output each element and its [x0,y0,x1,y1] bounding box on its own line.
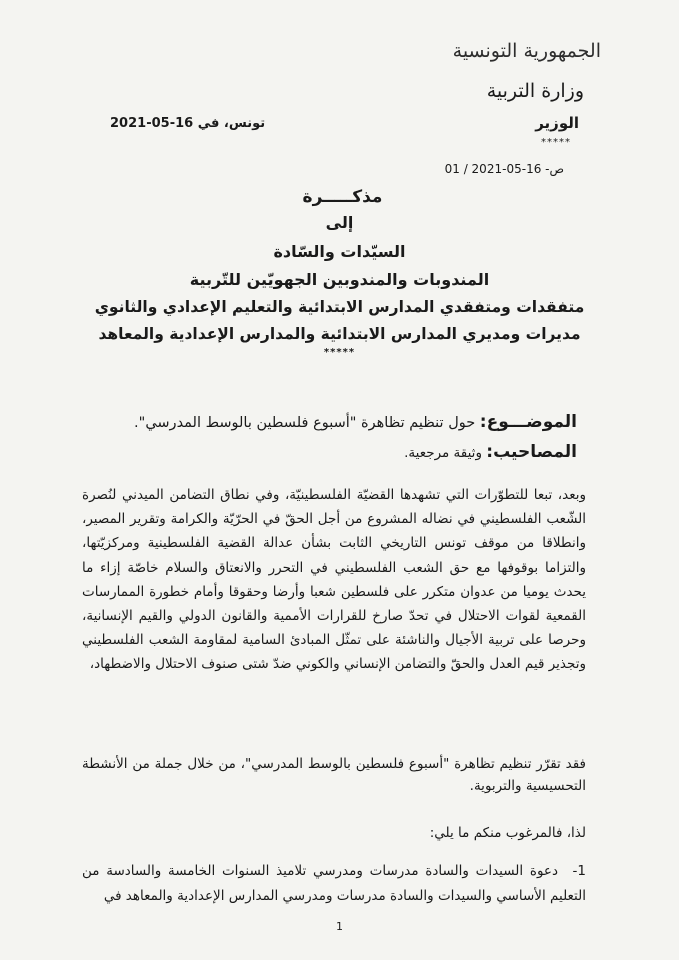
list-item-number: 1- [572,863,586,879]
header-separator: ***** [541,137,571,148]
list-item-text: دعوة السيدات والسادة مدرسات ومدرسي تلاميذ السنوات الخامسة والسادسة من التعليم الأساسي والسيدات والسادة مدرسات ومدرسي المدارس الإعدادية والمعاهد في [82,863,586,904]
republic-heading: الجمهورية التونسية [452,40,601,62]
recipient-line: مديرات ومديري المدارس الابتدائية والمدارس الإعدادية والمعاهد [98,325,581,343]
recipient-line: السيّدات والسّادة [273,242,406,261]
subject-line [134,412,577,432]
recipient-line: المندوبات والمندوبين الجهويّين للتّربية [189,270,490,289]
attachments-text: وثيقة مرجعية. [404,445,482,461]
reference-number: ص- 16-05-2021 / 01 [444,162,564,176]
attachments-line [404,442,577,462]
memo-title: مذكـــــرة [302,187,383,207]
memo-header [0,187,679,358]
subject-text: حول تنظيم تظاهرة "أسبوع فلسطين بالوسط المدرسي". [134,415,476,431]
body-paragraph-2: فقد تقرّر تنظيم تظاهرة "أسبوع فلسطين بالوسط المدرسي"، من خلال جملة من الأنشطة التحسيسية والتربوية. [82,756,586,794]
recipient-line: متفقدات ومتفقدي المدارس الابتدائية والتعليم الإعدادي والثانوي [94,298,585,316]
date-line: تونس، في 16-05-2021 [110,116,266,131]
page-number: 1 [336,920,343,933]
body-paragraph-1: وبعد، تبعا للتطوّرات التي تشهدها القضيّة الفلسطينيّة، وفي نطاق التضامن الميدني لنُصرة الشّعب الفلسطيني في نضاله المشروع من أجل الحقّ في الحرّيّة والكرامة وتقرير المصير، وانطلاقا من موقف تونس التاريخي الثابت بشأن عدالة القضية الفلسطينية ومركزيّتها، والتزاما بوقوفها مع حق الشعب الفلسطيني في التحرر والانعتاق والسلام خاصّة إزاء ما يحدث يوميا من عدوان متكرر على فلسطين شعبا وأرضا وحقوقا وأمام خطورة الممارسات القمعية لقوات الاحتلال في تحدّ صارخ للقرارات الأممية والقانون الدولي والقيم الإنسانية، وحرصا على تربية الأجيال والناشئة على تمثّل المبادئ السامية لمقاومة الشعب الفلسطيني وتجذير قيم العدل والحقّ والتضامن الإنساني والكوني ضدّ شتى صنوف الاحتلال والاضطهاد، [82,487,586,673]
memo-separator: ***** [323,347,356,358]
minister-heading: الوزير [535,114,579,132]
ministry-heading: وزارة التربية [486,80,584,102]
list-item-1 [82,859,586,909]
subject-label: الموضـــوع: [479,412,577,432]
memo-to: إلى [325,213,354,232]
body-paragraph-3: لذا، فالمرغوب منكم ما يلي: [429,825,586,841]
attachments-label: المصاحيب: [486,442,577,462]
